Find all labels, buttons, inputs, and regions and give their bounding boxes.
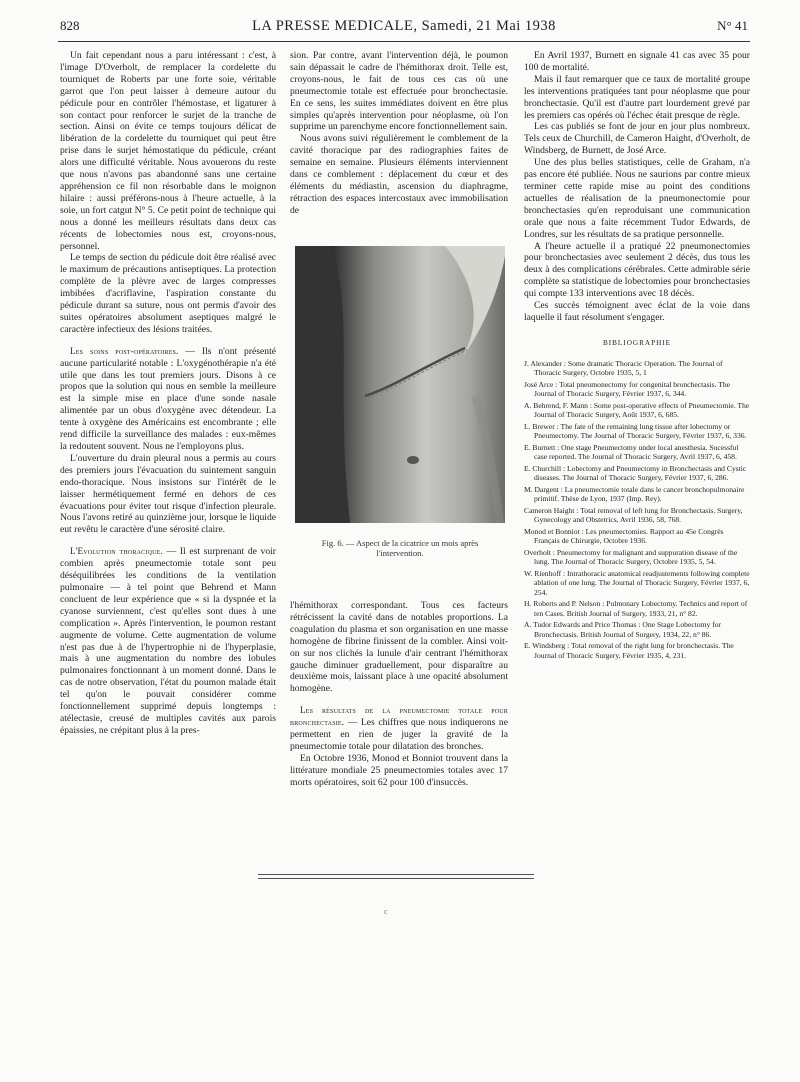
issue-number: N° 41 (717, 18, 748, 33)
paragraph: Un fait cependant nous a paru intéressant : c'est, à l'image D'Overholt, de remplacer la cordelette du tourniquet de Roberts par une forte soie, véritable garrot que l'on peut laisser à demeure autour du pédicule pour en contrôler l'hémostase, et ligaturer à son contact pour renforcer le surjet de la tranche de section. Ainsi on évite ce temps toujours délicat de libération de la cordelette du tourniquet qui peut être prise dans le surjet hémostatique du pédicule, créant alors une difficulté véritable. Nous avouerons du reste que nous n'avons pas abandonné sans une certaine appréhension ce fil non résorbable dans le moignon hilaire : aussi préférons-nous à l'heure actuelle, à la soie, un fort catgut N° 5. Ce petit point de technique qui nous a donné les meilleurs résultats dans deux cas récents de lobectomies nous est, croyons-nous, personnel. (60, 50, 276, 252)
bibliography-list (524, 359, 750, 661)
page-mark: c (384, 907, 388, 916)
paragraph: En Octobre 1936, Monod et Bonniot trouvent dans la littérature mondiale 25 pneumectomies totales avec 17 morts opératoires, soit 62 pour 100 d'insuccès. (290, 752, 508, 788)
footer-rule (258, 878, 534, 879)
column-3 (524, 50, 750, 662)
footer-rule (258, 874, 534, 875)
bib-entry: José Arce : Total pneumonectomy for congenital bronchectasis. The Journal of Thoracic Surgery, Février 1937, 6, 344. (524, 379, 731, 399)
section-heading: L'Evolution thoracique. (70, 546, 163, 557)
section-heading: Les soins post-opératoires. (70, 345, 179, 356)
bib-entry: A. Tudor Edwards and Price Thomas : One Stage Lobectomy for Bronchectasis. British Journal of Surgery, 1934, 22, n° 86. (524, 620, 722, 639)
bibliography-heading: BIBLIOGRAPHIE (602, 338, 672, 347)
paragraph: Les cas publiés se font de jour en jour plus nombreux. Tels ceux de Churchill, de Cameron Haight, d'Overholt, de Windsberg, de Burnett, de José Arce. (524, 121, 750, 157)
bib-entry: E. Churchill : Lobectomy and Pneumectomy in Bronchectasis and Cystic diseases. The Journal of Thoracic Surgery, Février 1937, 6, 286. (524, 463, 747, 483)
paragraph: Mais il faut remarquer que ce taux de mortalité groupe les interventions pratiquées tant pour néoplasme que pour bronchectasie. Qu'il est d'autre part lourdement grevé par les premiers cas opérés où l'échec était presque de règle. (524, 73, 750, 121)
paragraph: L'ouverture du drain pleural nous a permis au cours des premiers jours l'évacuation du suintement sanguin endo-thoracique. Nous insistons sur l'intérêt de le laisser hermétiquement fermé en dehors de ces évacuations pour éviter tout risque d'infection pleurale. Nous l'avons retiré au quinzième jour, lorsque le liquide eut revêtu le caractère d'une sérosité claire. (60, 452, 276, 536)
column-2-top (290, 50, 508, 217)
figure-photo (295, 246, 505, 523)
page-number: 828 (60, 18, 80, 33)
journal-title: LA PRESSE MEDICALE, Samedi, 21 Mai 1938 (252, 18, 556, 34)
bib-entry: Monod et Bonniot : Les pneumectomies. Rapport au 45e Congrès Français de Chirurgie, Octobre 1936. (524, 526, 724, 546)
section-evolution: L'Evolution thoracique. — Il est surprenant de voir combien après pneumectomie totale sont peu déséquilibrées les conditions de la ventilation pulmonaire — à tel point que Behrend et Mann concluent de leur expérience que « si la dyspnée et la cyanose surviennent, c'est qu'elles sont dues à une complication ». Après l'intervention, le poumon restant augmente de volume. Cette augmentation de volume n'est pas due à de l'hypertrophie ni de l'hyperplasie, mais à une augmentation du nombre des lobules pulmonaires fonctionnant à un moment donné. Dans le cas de notre observation, l'état du poumon malade était tel qu'on le pouvait considérer comme fonctionnellement supprimé depuis longtemps : atélectasie, creusé de multiples cavités aux parois épaissies, ne crépitant plus à la pres- (60, 546, 276, 736)
paragraph: Une des plus belles statistiques, celle de Graham, n'a pas encore été publiée. Nous ne saurions par contre mieux terminer cette rapide mise au point des conditions actuelles de réalisation de la pneumonectomie pour bronchectasies qu'en reproduisant une communication orale que nous a faite récemment Tudor Edwards, de Londres, sur les résultats de sa pratique personnelle. (524, 157, 750, 240)
scar-photo-image (295, 246, 505, 523)
paragraph: Le temps de section du pédicule doit être réalisé avec le maximum de précautions antiseptiques. La protection complète de la plèvre avec de larges compresses imbibées d'acriflavine, l'aspiration constante du pédicule durant sa suture, nous ont permis d'avoir des suites opératoires absolument aseptiques malgré le caractère infectieux des lésions traitées. (60, 252, 276, 335)
bib-entry: L. Brewer : The fate of the remaining lung tissue after lobectomy or Pneumectomy. The Journal of Thoracic Surgery, Février 1937, 6, 336. (524, 421, 747, 441)
section-heading: Les résultats de la pneumectomie totale pour bronchectasie. (290, 705, 508, 728)
bib-entry: W. Rienhoff : Intrathoracic anatomical readjustements following complete ablation of one lung. The Journal of Thoracic Surgery, Février 1937, 6, 254. (524, 568, 750, 597)
header-rule (58, 41, 750, 42)
paragraph: l'hémithorax correspondant. Tous ces facteurs rétrécissent la cavité dans de notables proportions. La coagulation du plasma et son organisation en une masse homogène de fibrine finissent de la combler. Ainsi voit-on sur nos clichés la lunule d'air centrant l'hémithorax gauche diminuer graduellement, pour disparaître au deuxième mois, laissant place à une opacité absolument homogène. (290, 600, 508, 695)
bib-entry: Cameron Haight : Total removal of left lung for Bronchectasis. Surgery, Gynecology and Obstetrics, Avril 1936, 58, 768. (524, 505, 743, 525)
column-2-bottom (290, 600, 508, 789)
figure-caption: Fig. 6. — Aspect de la cicatrice un mois après l'intervention. (321, 538, 479, 558)
section-resultats: Les résultats de la pneumectomie totale pour bronchectasie. — Les chiffres que nous indiquerons ne permettent en rien de juger la gravité de la pneumectomie totale pour dilatation des bronches. (290, 705, 508, 752)
bib-entry: H. Roberts and P. Nelson : Pulmonary Lobectomy. Technics and report of ten Cases. British Journal of Surgery, 1933, 21, n° 82. (524, 599, 748, 618)
bib-entry: A. Behrend, F. Mann : Some post-operative effects of Pneumectomie. The Journal of Thoracic Surgery, Août 1937, 6, 685. (524, 400, 750, 420)
section-soins: Les soins post-opératoires. — Ils n'ont présenté aucune particularité notable : L'oxygénothérapie n'a été utile que dans les tout premiers jours. Disons à ce propos que la solution qui nous en semble la meilleure est la simple mise en place d'une sonde nasale alimentée par un obus d'oxygène avec détendeur. La tente à oxygène des Américains est encombrante ; elle rend difficile la surveillance des malades : eux-mêmes la redoutent souvent. Nous ne l'employons plus. (60, 345, 276, 452)
page-header (60, 18, 748, 40)
bib-entry: Overholt : Pneumectomy for malignant and suppuration disease of the lung. The Journal of Thoracic Surgery, Octobre 1935, 5, 54. (524, 547, 738, 567)
paragraph: A l'heure actuelle il a pratiqué 22 pneumonectomies pour bronchectasies avec seulement 2 décès, dus tous les deux à des complications cérébrales. Cette admirable série complète sa statistique de lobectomies pour bronchectasies qui compte 133 interventions avec 18 décès. (524, 240, 750, 300)
bib-entry: J. Alexander : Some dramatic Thoracic Operation. The Journal of Thoracic Surgery, Octobre 1935, 5, 1 (524, 358, 723, 378)
paragraph: Nous avons suivi régulièrement le comblement de la cavité thoracique par des radiographies faites de semaine en semaine. Plusieurs éléments interviennent dans ce comblement : déplacement du cœur et des éléments du médiastin, ascension du diaphragme, rétraction des espaces intercostaux avec immobilisation de (290, 133, 508, 216)
bib-entry: E. Burnett : One stage Pneumectomy under local anesthesia. Sucessful case reported. The Journal of Thoracic Surgery, Avril 1937, 6, 458. (524, 442, 739, 462)
paragraph: sion. Par contre, avant l'intervention déjà, le poumon sain dépassait le cadre de l'hémithorax droit. Telle est, croyons-nous, le fait de tous ces cas où une pneumectomie totale est effectuée pour bronchectasie. En ce sens, les suites immédiates doivent en être plus simples qu'après intervention pour néoplasme, où l'on supprime un parenchyme encore fonctionnellement sain. (290, 50, 508, 133)
bib-entry: M. Dargent : La pneumectomie totale dans le cancer bronchopulmonaire primitif. Thèse de Lyon, 1937 (Imp. Rey). (524, 484, 745, 504)
paragraph: Ces succès témoignent avec éclat de la voie dans laquelle il faut résolument s'engager. (524, 300, 750, 323)
bib-entry: E. Windsberg : Total removal of the right lung for bronchectasis. The Journal of Thoracic Surgery, Février 1935, 4, 231. (524, 641, 734, 660)
paragraph: En Avril 1937, Burnett en signale 41 cas avec 35 pour 100 de mortalité. (524, 50, 750, 73)
column-1 (60, 50, 276, 737)
